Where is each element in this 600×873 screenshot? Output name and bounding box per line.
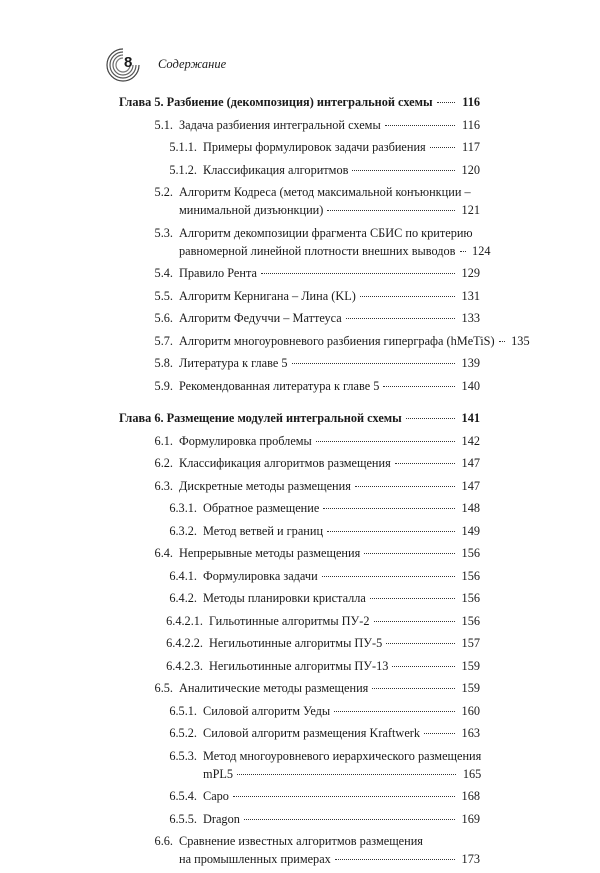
toc-row (119, 589, 480, 607)
toc-entry-number: 6.5.4. (169, 789, 197, 803)
toc-entry-line (203, 499, 480, 517)
toc-row (119, 354, 480, 372)
table-of-contents (119, 93, 530, 873)
dot-leader (233, 796, 455, 797)
toc-entry-number: 6.5.5. (169, 811, 197, 826)
toc-entry-line (203, 724, 480, 742)
toc-entry-body (179, 354, 480, 372)
toc-row (119, 832, 480, 868)
dot-leader (352, 170, 455, 171)
toc-entry-line (179, 332, 530, 350)
toc-entry-body (209, 634, 480, 652)
toc-entry-title: Dragon (203, 811, 240, 826)
toc-entry-line (179, 432, 480, 450)
toc-entry-title: Capo (203, 789, 229, 803)
toc-entry-line (179, 201, 480, 219)
toc-entry-title: Обратное размещение (203, 501, 320, 515)
toc-entry-title: Глава 5. Разбиение (декомпозиция) интегральной схемы (119, 95, 433, 109)
toc-entry-body (203, 724, 480, 742)
toc-entry-body (179, 264, 480, 282)
toc-entry (119, 138, 480, 156)
toc-entry-line (179, 224, 491, 242)
toc-entry (119, 377, 480, 395)
toc-entry-number: 5.1. (154, 117, 173, 132)
toc-entry-title: Аналитические методы размещения (179, 681, 369, 695)
dot-leader (323, 508, 455, 509)
toc-row (119, 454, 480, 472)
toc-entry-body (179, 116, 480, 134)
toc-entry (119, 287, 480, 305)
toc-entry-title: Метод ветвей и границ (203, 523, 324, 538)
toc-entry-line (203, 747, 481, 765)
toc-entry-line (179, 264, 480, 282)
dot-leader (316, 441, 455, 442)
toc-entry-line (179, 116, 480, 134)
toc-entry (119, 454, 480, 472)
toc-entry-title: Метод многоуровневого иерархического размещения (203, 748, 482, 763)
toc-row (119, 724, 480, 742)
toc-entry (119, 747, 480, 783)
toc-entry-line (179, 544, 480, 562)
toc-entry-title-continued: на промышленных примерах (179, 852, 331, 866)
toc-entry-number: 6.5.2. (169, 726, 197, 740)
toc-entry-body (203, 787, 480, 805)
toc-entry (119, 116, 480, 134)
toc-entry-title: Классификация алгоритмов (203, 162, 349, 177)
toc-entry-page: 142 (461, 433, 480, 448)
toc-entry-number: 6.4. (154, 546, 173, 560)
dot-leader (424, 733, 455, 734)
toc-entry-number: 5.3. (154, 225, 173, 240)
toc-row (119, 309, 480, 327)
toc-entry-body (119, 409, 480, 427)
toc-entry-line (179, 850, 480, 868)
dot-leader (386, 643, 455, 644)
toc-entry-title: Литература к главе 5 (179, 356, 288, 370)
toc-entry-line (203, 589, 480, 607)
dot-leader (335, 859, 455, 860)
toc-entry-line (119, 93, 480, 111)
toc-entry-page: 141 (461, 411, 480, 425)
toc-entry-body (209, 612, 480, 630)
section-gap (119, 399, 480, 409)
toc-entry (119, 810, 480, 828)
toc-entry-title: Правило Рента (179, 266, 257, 280)
toc-entry (119, 354, 480, 372)
toc-row (119, 567, 480, 585)
toc-entry-line (203, 161, 480, 179)
toc-entry-number: 5.9. (154, 378, 173, 393)
dot-leader (244, 819, 455, 820)
toc-entry-page: 165 (462, 766, 482, 781)
toc-entry (119, 264, 480, 282)
toc-entry-title: Формулировка задачи (203, 568, 318, 583)
toc-entry-line (179, 377, 480, 395)
toc-entry-line (179, 832, 480, 850)
dot-leader (392, 666, 455, 667)
toc-entry-number: 6.1. (154, 433, 173, 448)
toc-entry-title: Задача разбиения интегральной схемы (179, 117, 381, 132)
toc-entry-number: 5.1.1. (169, 140, 197, 154)
toc-entry-page: 117 (462, 140, 480, 154)
dot-leader (360, 296, 455, 297)
toc-entry-title: Негильотинные алгоритмы ПУ-5 (209, 636, 383, 650)
toc-entry-body (179, 679, 480, 697)
toc-entry-number: 6.6. (154, 834, 173, 848)
toc-row (119, 810, 480, 828)
dot-leader (327, 210, 455, 211)
toc-entry-body (179, 454, 480, 472)
toc-entry (119, 787, 480, 805)
toc-entry-title: Примеры формулировок задачи разбиения (203, 140, 426, 154)
toc-entry (119, 161, 480, 179)
toc-entry-number: 6.5. (154, 681, 173, 695)
toc-entry-page: 133 (461, 311, 480, 325)
toc-entry-title: Алгоритм Кернигана – Лина (KL) (179, 288, 356, 303)
toc-entry (119, 309, 480, 327)
toc-entry-number: 6.4.2.1. (166, 613, 203, 628)
dot-leader (437, 102, 455, 103)
toc-entry-title: Силовой алгоритм Уеды (203, 703, 331, 718)
toc-entry-title: Алгоритм многоуровневого разбиения гиперграфа (hMeTiS) (179, 333, 495, 348)
toc-entry-line (179, 354, 480, 372)
toc-entry-page: 156 (461, 568, 480, 583)
toc-entry-title: Негильотинные алгоритмы ПУ-13 (209, 658, 389, 673)
page-header (104, 46, 544, 86)
toc-entry-number: 5.6. (154, 311, 173, 325)
toc-entry-line (179, 242, 491, 260)
toc-entry (119, 832, 480, 868)
toc-row (119, 612, 480, 630)
toc-entry (119, 589, 480, 607)
toc-entry-number: 6.2. (154, 456, 173, 470)
toc-entry-page: 156 (461, 546, 480, 560)
toc-entry (119, 702, 480, 720)
toc-row (119, 522, 480, 540)
toc-entry-page: 131 (461, 288, 480, 303)
toc-row (119, 702, 480, 720)
toc-entry-page: 147 (461, 456, 480, 470)
toc-entry (119, 544, 480, 562)
toc-row (119, 544, 480, 562)
toc-entry-body (179, 432, 480, 450)
dot-leader (372, 688, 455, 689)
toc-entry-body (179, 377, 480, 395)
toc-entry-title: Классификация алгоритмов размещения (179, 456, 391, 470)
toc-entry-number: 6.4.2. (169, 591, 197, 605)
toc-entry-line (179, 183, 480, 201)
dot-leader (237, 774, 456, 775)
toc-row (119, 787, 480, 805)
toc-entry (119, 499, 480, 517)
toc-entry-page: 157 (461, 636, 480, 650)
toc-entry-title: Формулировка проблемы (179, 433, 312, 448)
toc-entry-title: Глава 6. Размещение модулей интегральной схемы (119, 411, 402, 425)
toc-entry (119, 724, 480, 742)
toc-row (119, 93, 480, 111)
toc-entry-body (179, 183, 480, 219)
toc-entry-title-continued: минимальной дизъюнкции) (179, 203, 324, 217)
toc-entry-page: 148 (461, 501, 480, 515)
toc-entry-page: 124 (472, 243, 491, 258)
toc-entry (119, 183, 480, 219)
toc-entry-line (119, 409, 480, 427)
toc-entry-number: 6.3. (154, 478, 173, 493)
toc-entry (119, 657, 480, 675)
toc-row (119, 116, 480, 134)
toc-entry-page: 163 (461, 726, 480, 740)
toc-entry-number: 6.4.2.3. (166, 658, 203, 673)
dot-leader (292, 363, 455, 364)
toc-entry-body (203, 138, 480, 156)
toc-entry (119, 432, 480, 450)
toc-entry-body (203, 522, 480, 540)
toc-row (119, 264, 480, 282)
dot-leader (460, 251, 466, 252)
toc-entry-number: 6.3.1. (169, 501, 197, 515)
toc-entry (119, 522, 480, 540)
toc-entry-body (203, 702, 480, 720)
toc-row (119, 224, 491, 260)
toc-entry-body (209, 657, 480, 675)
dot-leader (322, 576, 455, 577)
toc-entry-number: 5.8. (154, 356, 173, 370)
toc-row (119, 499, 480, 517)
dot-leader (370, 598, 455, 599)
toc-entry (119, 477, 480, 495)
toc-entry-body (203, 810, 480, 828)
toc-entry-line (179, 309, 480, 327)
dot-leader (430, 147, 455, 148)
toc-entry-number: 5.5. (154, 288, 173, 303)
toc-entry (119, 679, 480, 697)
toc-entry-page: 169 (461, 811, 480, 826)
toc-entry-line (203, 787, 480, 805)
toc-entry-body (179, 544, 480, 562)
toc-entry (119, 332, 530, 350)
toc-row (119, 161, 480, 179)
toc-entry-line (179, 679, 480, 697)
toc-entry-title: Силовой алгоритм размещения Kraftwerk (203, 726, 421, 740)
toc-entry-line (179, 477, 480, 495)
toc-row (119, 287, 480, 305)
toc-row (119, 432, 480, 450)
toc-entry-page: 173 (461, 852, 480, 866)
toc-entry-page: 149 (461, 523, 480, 538)
toc-entry-title: Сравнение известных алгоритмов размещения (179, 834, 423, 848)
dot-leader (261, 273, 455, 274)
dot-leader (327, 531, 455, 532)
toc-entry-line (203, 702, 480, 720)
toc-entry-page: 120 (461, 162, 480, 177)
toc-row (119, 679, 480, 697)
toc-entry-page: 159 (461, 681, 480, 695)
dot-leader (334, 711, 455, 712)
toc-entry-number: 6.5.1. (169, 703, 197, 718)
toc-entry-page: 121 (461, 203, 480, 217)
toc-entry-page: 168 (461, 789, 480, 803)
dot-leader (355, 486, 455, 487)
toc-chapter-entry (119, 409, 480, 427)
toc-entry-number: 5.4. (154, 266, 173, 280)
toc-entry-line (209, 634, 480, 652)
toc-entry-title: Алгоритм Федуччи – Маттеуса (179, 311, 342, 325)
toc-entry-page: 156 (461, 591, 480, 605)
toc-row (119, 634, 480, 652)
page-number: 8 (124, 54, 133, 71)
toc-entry (119, 634, 480, 652)
toc-entry-line (209, 612, 480, 630)
toc-entry-line (179, 454, 480, 472)
toc-entry-line (203, 567, 480, 585)
toc-row (119, 409, 480, 427)
toc-entry-page: 129 (461, 266, 480, 280)
toc-chapter-entry (119, 93, 480, 111)
toc-entry-page: 147 (461, 478, 480, 493)
toc-entry (119, 612, 480, 630)
toc-entry (119, 567, 480, 585)
toc-row (119, 377, 480, 395)
toc-entry-body (179, 832, 480, 868)
toc-entry-title: Методы планировки кристалла (203, 591, 366, 605)
toc-entry-title: Гильотинные алгоритмы ПУ-2 (209, 613, 370, 628)
toc-entry-line (203, 810, 480, 828)
toc-entry-number: 6.4.1. (169, 568, 197, 583)
toc-entry-line (179, 287, 480, 305)
toc-entry-page: 116 (462, 95, 480, 109)
toc-entry-body (203, 567, 480, 585)
toc-entry-page: 156 (461, 613, 480, 628)
dot-leader (406, 418, 455, 419)
toc-entry-body (179, 477, 480, 495)
dot-leader (346, 318, 455, 319)
toc-entry-number: 5.7. (154, 333, 173, 348)
toc-entry-line (203, 765, 481, 783)
toc-entry-number: 6.3.2. (169, 523, 197, 538)
dot-leader (364, 553, 455, 554)
toc-entry-page: 139 (461, 356, 480, 370)
toc-row (119, 138, 480, 156)
toc-entry-body (203, 499, 480, 517)
toc-entry-page: 160 (461, 703, 480, 718)
toc-entry-title: Дискретные методы размещения (179, 478, 351, 493)
toc-row (119, 657, 480, 675)
toc-entry-line (209, 657, 480, 675)
toc-entry-body (179, 224, 491, 260)
toc-entry-title: Алгоритм декомпозиции фрагмента СБИС по критерию (179, 225, 473, 240)
page-badge-icon (104, 46, 142, 84)
dot-leader (383, 386, 455, 387)
dot-leader (395, 463, 455, 464)
toc-entry-line (203, 522, 480, 540)
toc-entry-body (179, 332, 530, 350)
toc-entry (119, 224, 491, 260)
toc-row (119, 747, 480, 783)
toc-entry-number: 5.1.2. (169, 162, 197, 177)
toc-entry-body (179, 287, 480, 305)
toc-entry-title-continued: mPL5 (203, 766, 234, 781)
toc-entry-title: Рекомендованная литература к главе 5 (179, 378, 380, 393)
dot-leader (385, 125, 455, 126)
toc-entry-line (203, 138, 480, 156)
toc-row (119, 183, 480, 219)
toc-entry-body (203, 161, 480, 179)
toc-entry-number: 5.2. (154, 185, 173, 199)
toc-entry-title-continued: равномерной линейной плотности внешних выводов (179, 243, 456, 258)
toc-entry-page: 159 (461, 658, 480, 673)
toc-entry-page: 135 (511, 333, 530, 348)
toc-entry-body (119, 93, 480, 111)
toc-entry-page: 116 (462, 117, 480, 132)
toc-row (119, 332, 530, 350)
toc-entry-body (179, 309, 480, 327)
dot-leader (499, 341, 505, 342)
toc-entry-title: Непрерывные методы размещения (179, 546, 361, 560)
toc-entry-page: 140 (461, 378, 480, 393)
toc-entry-number: 6.4.2.2. (166, 636, 203, 650)
dot-leader (374, 621, 455, 622)
toc-entry-title: Алгоритм Кодреса (метод максимальной конъюнкции – (179, 185, 471, 199)
toc-entry-number: 6.5.3. (169, 748, 197, 763)
running-head: Содержание (158, 57, 227, 71)
toc-entry-body (203, 589, 480, 607)
toc-row (119, 477, 480, 495)
toc-entry-body (203, 747, 481, 783)
